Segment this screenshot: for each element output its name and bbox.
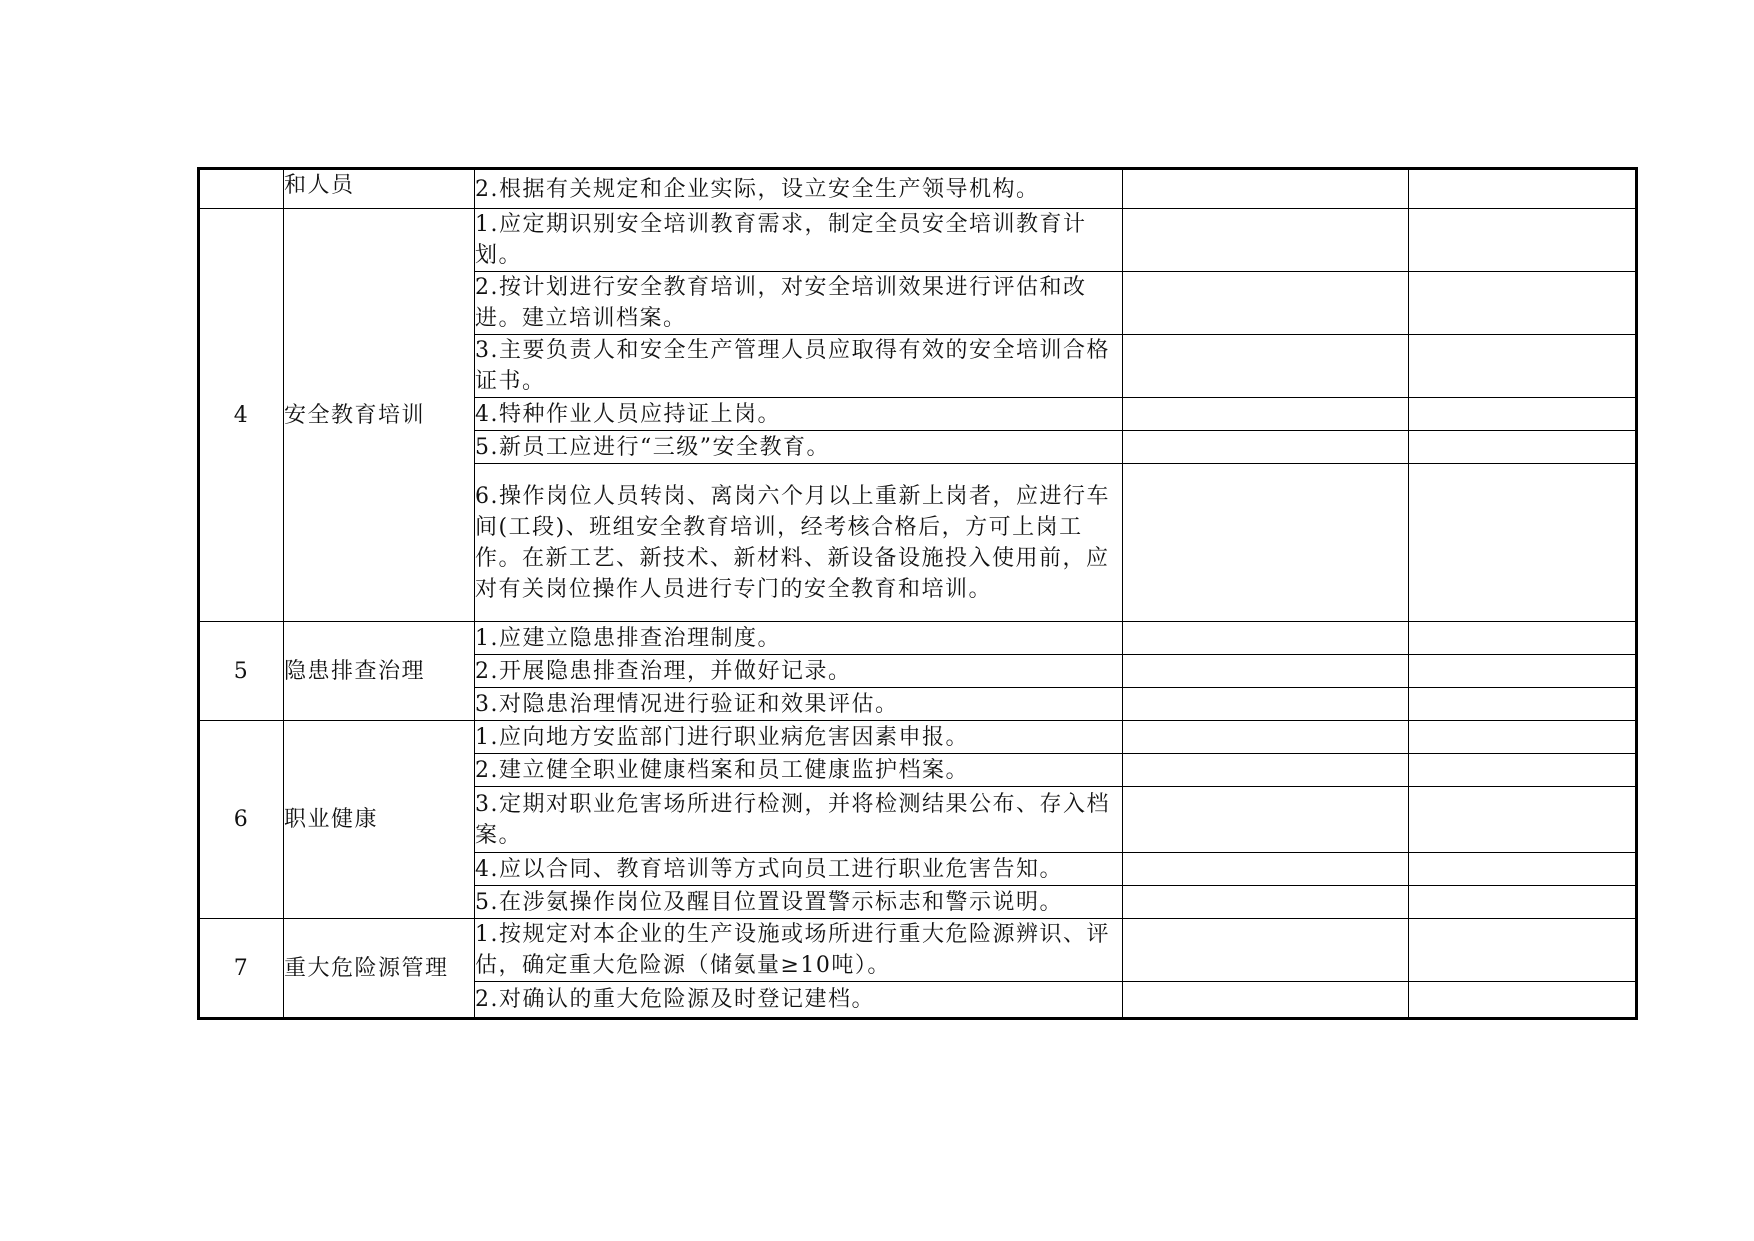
requirement-cell: 2.开展隐患排查治理，并做好记录。 [475,655,1123,688]
remarks-cell [1409,982,1637,1019]
check-result-cell [1123,335,1409,398]
remarks-cell [1409,688,1637,721]
remarks-cell [1409,464,1637,622]
check-result-cell [1123,721,1409,754]
requirement-cell: 1.应定期识别安全培训教育需求，制定全员安全培训教育计划。 [475,209,1123,272]
check-result-cell [1123,886,1409,919]
requirement-cell: 5.在涉氨操作岗位及醒目位置设置警示标志和警示说明。 [475,886,1123,919]
item-category-cell: 隐患排查治理 [284,622,475,721]
requirement-cell: 2.按计划进行安全教育培训，对安全培训效果进行评估和改进。建立培训档案。 [475,272,1123,335]
remarks-cell [1409,169,1637,209]
remarks-cell [1409,272,1637,335]
check-result-cell [1123,622,1409,655]
requirement-cell: 5.新员工应进行“三级”安全教育。 [475,431,1123,464]
check-result-cell [1123,398,1409,431]
item-category-cell: 安全教育培训 [284,209,475,622]
requirement-cell: 3.对隐患治理情况进行验证和效果评估。 [475,688,1123,721]
table-row [199,919,1637,982]
requirement-cell: 1.应向地方安监部门进行职业病危害因素申报。 [475,721,1123,754]
requirement-cell: 1.按规定对本企业的生产设施或场所进行重大危险源辨识、评估，确定重大危险源（储氨量≥10吨）。 [475,919,1123,982]
requirement-cell: 2.建立健全职业健康档案和员工健康监护档案。 [475,754,1123,787]
remarks-cell [1409,754,1637,787]
check-result-cell [1123,431,1409,464]
item-category-cell: 职业健康 [284,721,475,919]
table-row [199,622,1637,655]
remarks-cell [1409,721,1637,754]
check-result-cell [1123,464,1409,622]
item-number-cell: 4 [199,209,284,622]
remarks-cell [1409,886,1637,919]
check-result-cell [1123,787,1409,853]
item-number-cell: 6 [199,721,284,919]
check-result-cell [1123,209,1409,272]
remarks-cell [1409,335,1637,398]
remarks-cell [1409,209,1637,272]
item-category-cell: 重大危险源管理 [284,919,475,1019]
requirement-cell: 1.应建立隐患排查治理制度。 [475,622,1123,655]
table-row [199,209,1637,272]
remarks-cell [1409,919,1637,982]
requirement-cell: 2.根据有关规定和企业实际，设立安全生产领导机构。 [475,169,1123,209]
check-result-cell [1123,169,1409,209]
check-result-cell [1123,655,1409,688]
requirement-cell: 6.操作岗位人员转岗、离岗六个月以上重新上岗者，应进行车间(工段)、班组安全教育培训，经考核合格后，方可上岗工作。在新工艺、新技术、新材料、新设备设施投入使用前，应对有关岗位操作人员进行专门的安全教育和培训。 [475,464,1123,622]
check-result-cell [1123,919,1409,982]
requirement-cell: 3.定期对职业危害场所进行检测，并将检测结果公布、存入档案。 [475,787,1123,853]
remarks-cell [1409,787,1637,853]
check-result-cell [1123,272,1409,335]
checklist-table [197,167,1638,1020]
table-row [199,169,1637,209]
table-row [199,721,1637,754]
requirement-cell: 2.对确认的重大危险源及时登记建档。 [475,982,1123,1019]
requirement-cell: 4.应以合同、教育培训等方式向员工进行职业危害告知。 [475,853,1123,886]
remarks-cell [1409,398,1637,431]
check-result-cell [1123,982,1409,1019]
remarks-cell [1409,622,1637,655]
item-number-cell: 7 [199,919,284,1019]
check-result-cell [1123,688,1409,721]
requirement-cell: 3.主要负责人和安全生产管理人员应取得有效的安全培训合格证书。 [475,335,1123,398]
check-result-cell [1123,754,1409,787]
item-number-cell [199,169,284,209]
item-category-cell: 和人员 [284,169,475,209]
item-number-cell: 5 [199,622,284,721]
remarks-cell [1409,655,1637,688]
requirement-cell: 4.特种作业人员应持证上岗。 [475,398,1123,431]
check-result-cell [1123,853,1409,886]
remarks-cell [1409,431,1637,464]
remarks-cell [1409,853,1637,886]
